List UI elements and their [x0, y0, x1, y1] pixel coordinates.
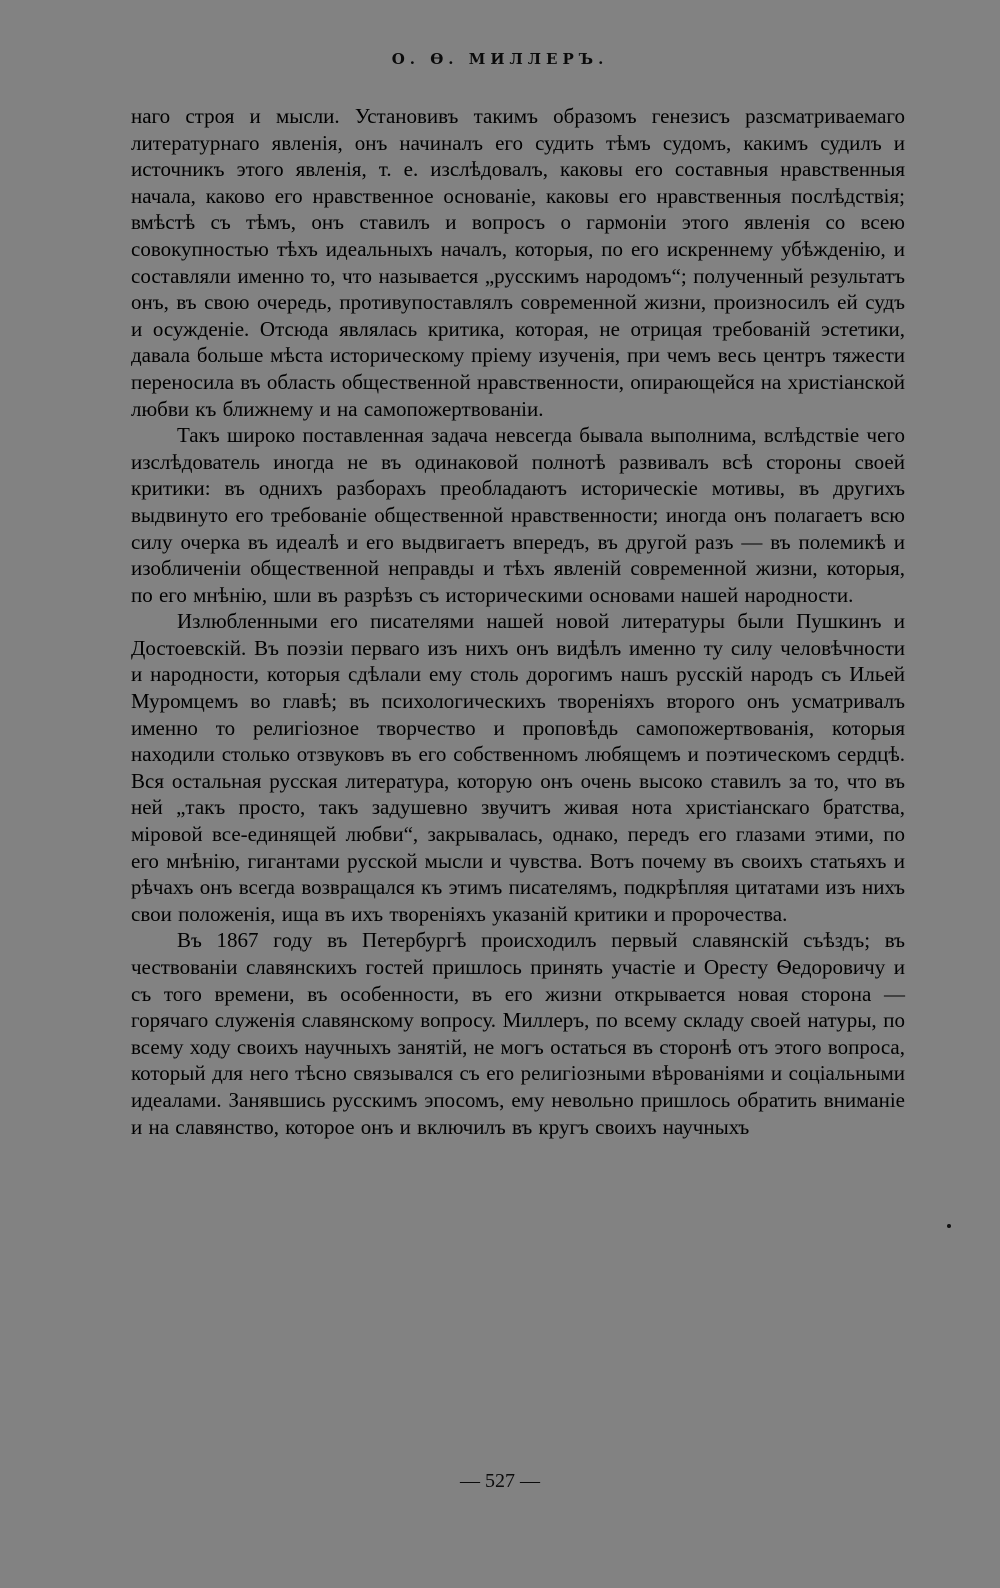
paragraph-1: наго строя и мысли. Установивъ такимъ образомъ генезисъ разсматриваемаго литературнаго явленія, онъ начиналъ его судить тѣмъ судомъ, какимъ судилъ и источникъ этого явленія, т. е. изслѣдовалъ, каковы его составныя нравственныя начала, каково его нравственное основаніе, каковы его нравственныя послѣдствія; вмѣстѣ съ тѣмъ, онъ ставилъ и вопросъ о гармоніи этого явленія со всею совокупностью тѣхъ идеальныхъ началъ, которыя, по его искреннему убѣжденію, и составляли именно то, что называется „русскимъ народомъ“; полученный результатъ онъ, въ свою очередь, противупоставлялъ современной жизни, произносилъ ей судъ и осужденіе. Отсюда являлась критика, которая, не отрицая требованій эстетики, давала больше мѣста историческому пріему изученія, при чемъ весь центръ тяжести переносила въ область общественной нравственности, опирающейся на христіанской любви къ ближнему и на самопожертвованіи. [131, 104, 905, 421]
running-head: О. Ѳ. МИЛЛЕРЪ. [391, 50, 609, 68]
paragraph-2: Такъ широко поставленная задача невсегда бывала выполнима, вслѣдствіе чего изслѣдователь иногда не въ одинаковой полнотѣ развивалъ всѣ стороны своей критики: въ однихъ разборахъ преобладаютъ историческіе мотивы, въ другихъ выдвинуто его требованіе общественной нравственности; иногда онъ полагаетъ всю силу очерка въ идеалѣ и его выдвигаетъ впередъ, въ другой разъ — въ полемикѣ и изобличеніи общественной неправды и тѣхъ явленій современной жизни, которыя, по его мнѣнію, шли въ разрѣзъ съ историческими основами нашей народности. [131, 423, 905, 607]
text-body [131, 103, 905, 1140]
page-number: — 527 — [460, 1470, 540, 1492]
ink-speck [947, 1224, 951, 1228]
paragraph-3: Излюбленными его писателями нашей новой литературы были Пушкинъ и Достоевскій. Въ поэзіи перваго изъ нихъ онъ видѣлъ именно ту силу человѣчности и народности, которыя сдѣлали ему столь дорогимъ нашъ русскій народъ съ Ильей Муромцемъ во главѣ; въ психологическихъ твореніяхъ второго онъ усматривалъ именно то религіозное творчество и проповѣдь самопожертвованія, которыя находили столько отзвуковъ въ его собственномъ любящемъ и поэтическомъ сердцѣ. Вся остальная русская литература, которую онъ очень высоко ставилъ за то, что въ ней „такъ просто, такъ задушевно звучитъ живая нота христіанскаго братства, міровой все-единящей любви“, закрывалась, однако, передъ его глазами этими, по его мнѣнію, гигантами русской мысли и чувства. Вотъ почему въ своихъ статьяхъ и рѣчахъ онъ всегда возвращался къ этимъ писателямъ, подкрѣпляя цитатами изъ нихъ свои положенія, ища въ ихъ твореніяхъ указаній критики и пророчества. [131, 609, 905, 926]
paragraph-4: Въ 1867 году въ Петербургѣ происходилъ первый славянскій съѣздъ; въ чествованіи славянскихъ гостей пришлось принять участіе и Оресту Ѳедоровичу и съ того времени, въ особенности, въ его жизни открывается новая сторона — горячаго служенія славянскому вопросу. Миллеръ, по всему складу своей натуры, по всему ходу своихъ научныхъ занятій, не могъ остаться въ сторонѣ отъ этого вопроса, который для него тѣсно связывался съ его религіозными вѣрованіями и соціальными идеалами. Занявшись русскимъ эпосомъ, ему невольно пришлось обратить вниманіе и на славянство, которое онъ и включилъ въ кругъ своихъ научныхъ [131, 928, 905, 1139]
